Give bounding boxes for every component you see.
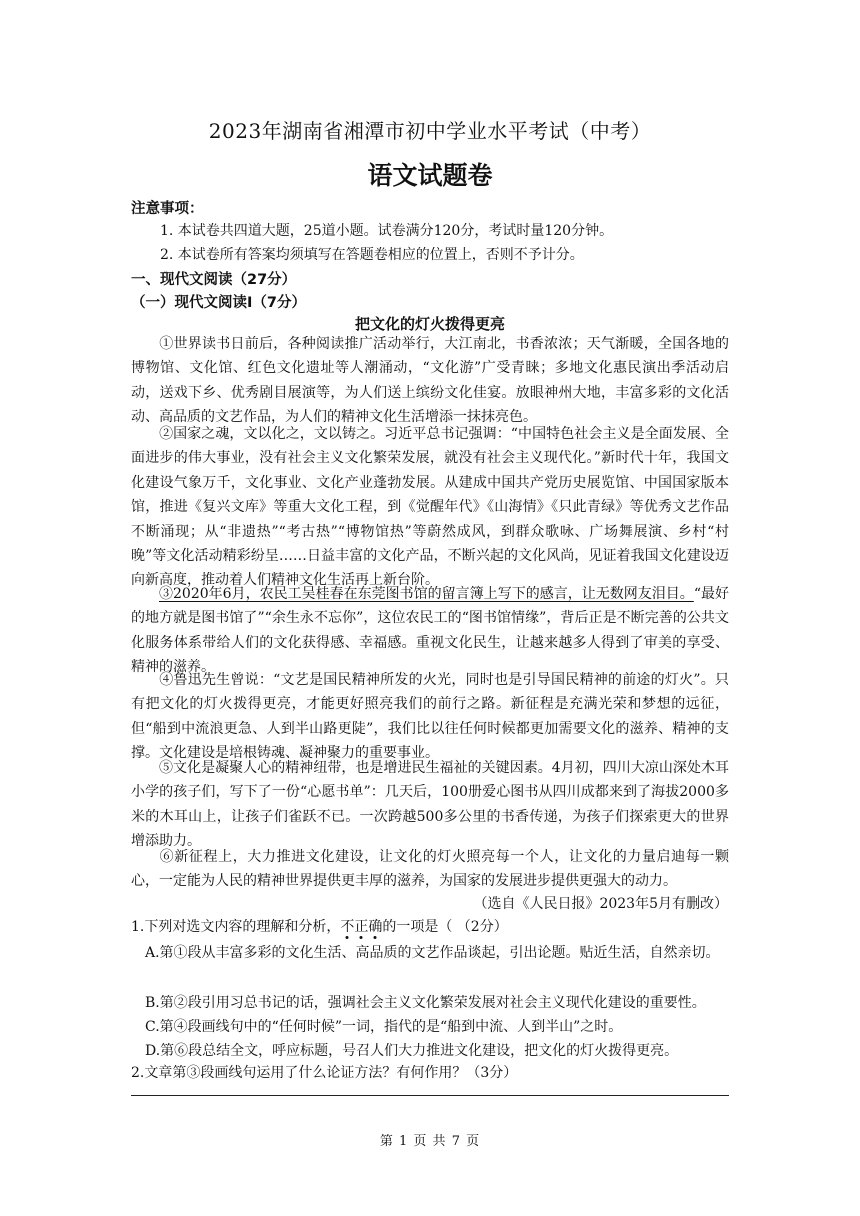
article-paragraph: ⑥新征程上，大力推进文化建设，让文化的灯火照亮每一个人，让文化的力量启迪每一颗心，一定能为人民的精神世界提供更丰厚的滋养，为国家的发展进步提供更强大的动力。: [131, 849, 729, 890]
question-2: 2.文章第③段画线句运用了什么论证方法？有何作用？（3分）: [131, 1065, 518, 1081]
page-number: 第 1 页 共 7 页: [379, 1134, 481, 1149]
underlined-sentence: ③2020年6月，农民工吴桂春在东莞图书馆的留言簿上写下的感言，让无数网友泪目。: [159, 586, 694, 602]
section-heading: 一、现代文阅读（27分）: [131, 272, 297, 288]
notice-heading: 注意事项：: [131, 201, 204, 217]
answer-line: [131, 1095, 729, 1096]
question-1-option-b: B.第②段引用习总书记的话，强调社会主义文化繁荣发展对社会主义现代化建设的重要性。: [145, 995, 706, 1011]
article-paragraph: ⑤文化是凝聚人心的精神纽带，也是增进民生福祉的关键因素。4月初，四川大凉山深处木耳小学的孩子们，写下了一份“心愿书单”：几天后，100册爱心图书从四川成都来到了海拔2000多米的木耳山上，让孩子们雀跃不已。一次跨越500多公里的书香传递，为孩子们探索更大的世界增添助力。: [131, 760, 729, 850]
question-1-option-c: C.第④段画线句中的“任何时候”一词，指代的是“船到中流、人到半山”之时。: [145, 1019, 623, 1035]
article-source: （选自《人民日报》2023年5月有删改）: [473, 896, 728, 912]
question-1: 1.下列对选文内容的理解和分析，不正确的一项是（ （2分）: [131, 919, 508, 935]
article-paragraph: ③2020年6月，农民工吴桂春在东莞图书馆的留言簿上写下的感言，让无数网友泪目。“最好的地方就是图书馆了”“余生永不忘你”，这位农民工的“图书馆情缘”，背后正是不断完善的公共文化服务体系带给人们的文化获得感、幸福感。重视文化民生，让越来越多人得到了审美的享受、精神的滋养。: [131, 586, 729, 676]
article-paragraph: ②国家之魂，文以化之，文以铸之。习近平总书记强调：“中国特色社会主义是全面发展、全面进步的伟大事业，没有社会主义文化繁荣发展，就没有社会主义现代化。”新时代十年，我国文化建设气象万千，文化事业、文化产业蓬勃发展。从建成中国共产党历史展览馆、中国国家版本馆，推进《复兴文库》等重大文化工程，到《觉醒年代》《山海情》《只此青绿》等优秀文艺作品不断涌现；从“非遗热”“考古热”“博物馆热”等蔚然成风，到群众歌咏、广场舞展演、乡村“村晚”等文化活动精彩纷呈……日益丰富的文化产品，不断兴起的文化风尚，见证着我国文化建设迈向新高度，推动着人们精神文化生活再上新台阶。: [131, 426, 729, 589]
exam-title: 2023年湖南省湘潭市初中学业水平考试（中考）: [208, 119, 652, 143]
article-paragraph: ④鲁迅先生曾说：“文艺是国民精神所发的火光，同时也是引导国民精神的前途的灯火”。只有把文化的灯火拨得更亮，才能更好照亮我们的前行之路。新征程是充满光荣和梦想的远征，但“船到中流浪更急、人到半山路更陡”，我们比以往任何时候都更加需要文化的滋养、精神的支撑。文化建设是培根铸魂、凝神聚力的重要事业。: [131, 672, 729, 762]
notice-item: 2. 本试卷所有答案均须填写在答题卷相应的位置上，否则不予计分。: [160, 247, 584, 263]
subsection-heading: （一）现代文阅读Ⅰ（7分）: [131, 295, 306, 311]
article-paragraph: ①世界读书日前后，各种阅读推广活动举行，大江南北，书香浓浓；天气渐暖，全国各地的博物馆、文化馆、红色文化遗址等人潮涌动，“文化游”广受青睐；多地文化惠民演出季活动启动，送戏下乡、优秀剧目展演等，为人们送上缤纷文化佳宴。放眼神州大地，丰富多彩的文化活动、高品质的文艺作品，为人们的精神文化生活增添一抹抹亮色。: [131, 336, 729, 426]
notice-item: 1. 本试卷共四道大题，25道小题。试卷满分120分，考试时量120分钟。: [160, 223, 614, 239]
paper-title: 语文试题卷: [367, 161, 493, 190]
article-title: 把文化的灯火拨得更亮: [354, 315, 505, 333]
question-1-option-a: A.第①段从丰富多彩的文化生活、高品质的文艺作品谈起，引出论题。贴近生活，自然亲切。: [145, 945, 720, 961]
question-1-option-d: D.第⑥段总结全文，呼应标题，号召人们大力推进文化建设，把文化的灯火拨得更亮。: [145, 1043, 679, 1059]
